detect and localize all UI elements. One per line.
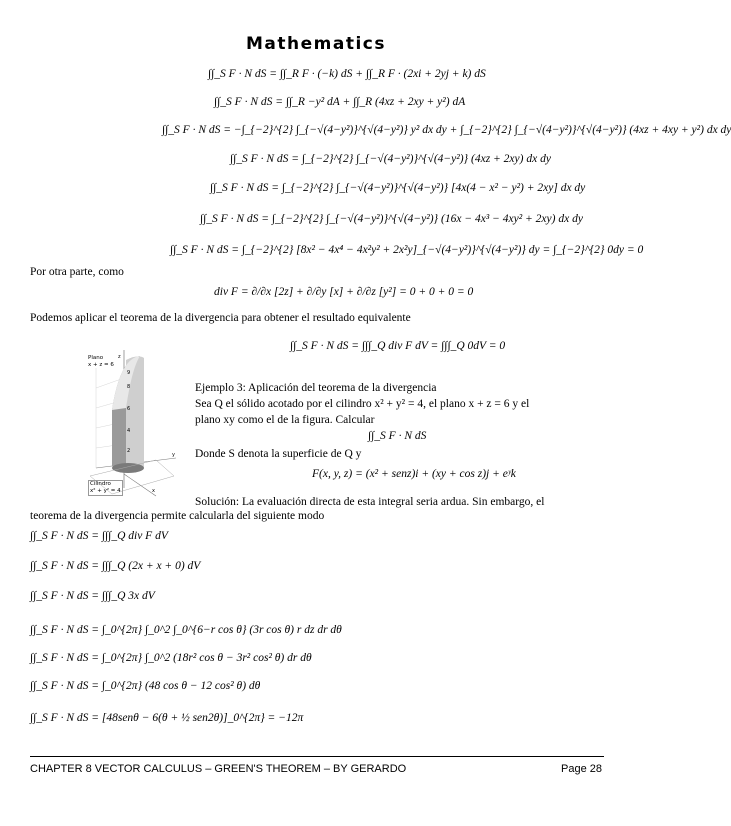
solucion-line-2: teorema de la divergencia permite calcularla del siguiente modo [30, 510, 325, 522]
text-podemos: Podemos aplicar el teorema de la divergencia para obtener el resultado equivalente [30, 312, 411, 324]
equation-b4: ∫∫_S F · N dS = ∫_0^{2π} ∫_0^2 ∫_0^{6−r cos θ} (3r cos θ) r dz dr dθ [30, 624, 342, 636]
z-tick-8: 8 [127, 384, 131, 390]
x-axis-label: x [152, 488, 155, 494]
donde-text: Donde S denota la superficie de Q y [195, 448, 362, 460]
equation-b1: ∫∫_S F · N dS = ∫∫∫_Q div F dV [30, 530, 168, 542]
equation-b6: ∫∫_S F · N dS = ∫_0^{2π} (48 cos θ − 12 cos² θ) dθ [30, 680, 261, 692]
equation-5: ∫∫_S F · N dS = ∫_{−2}^{2} ∫_{−√(4−y²)}^{√(4−y²)} [4x(4 − x² − y²) + 2xy] dx dy [210, 182, 586, 194]
solucion-line-1: Solución: La evaluación directa de esta integral seria ardua. Sin embargo, el [195, 496, 545, 508]
equation-div: div F = ∂/∂x [2z] + ∂/∂y [x] + ∂/∂z [y²] = 0 + 0 + 0 = 0 [214, 286, 474, 298]
ejemplo-line-2: plano xy como el de la figura. Calcular [195, 414, 375, 426]
equation-4: ∫∫_S F · N dS = ∫_{−2}^{2} ∫_{−√(4−y²)}^{√(4−y²)} (4xz + 2xy) dx dy [230, 153, 551, 165]
z-tick-6: 6 [127, 406, 131, 412]
text-por-otra-parte: Por otra parte, como [30, 266, 124, 278]
footer-rule [30, 756, 604, 757]
footer-page-number: Page 28 [561, 763, 602, 775]
equation-6: ∫∫_S F · N dS = ∫_{−2}^{2} ∫_{−√(4−y²)}^{√(4−y²)} (16x − 4x³ − 4xy² + 2xy) dx dy [200, 213, 583, 225]
z-tick-2: 2 [127, 448, 131, 454]
header-logo: Mathematics [246, 34, 386, 54]
equation-7: ∫∫_S F · N dS = ∫_{−2}^{2} [8x² − 4x⁴ − 4x²y² + 2x²y]_{−√(4−y²)}^{√(4−y²)} dy = ∫_{−2}^{2} 0dy = 0 [170, 244, 644, 256]
cylinder-figure [86, 348, 180, 500]
equation-b5: ∫∫_S F · N dS = ∫_0^{2π} ∫_0^2 (18r² cos θ − 3r² cos² θ) dr dθ [30, 652, 312, 664]
equation-b2: ∫∫_S F · N dS = ∫∫∫_Q (2x + x + 0) dV [30, 560, 201, 572]
equation-b7: ∫∫_S F · N dS = [48senθ − 6(θ + ½ sen2θ)]_0^{2π} = −12π [30, 712, 304, 724]
footer-title: CHAPTER 8 VECTOR CALCULUS – GREEN'S THEOREM – BY GERARDO [30, 763, 407, 775]
equation-3: ∫∫_S F · N dS = −∫_{−2}^{2} ∫_{−√(4−y²)}^{√(4−y²)} y² dx dy + ∫_{−2}^{2} ∫_{−√(4−y²)}^{√(4−y²)} (4xz + 4xy + y²) dx dy [162, 124, 731, 136]
cylinder-plot-svg [86, 348, 180, 500]
ejemplo-line-1: Sea Q el sólido acotado por el cilindro x² + y² = 4, el plano x + z = 6 y el [195, 398, 530, 410]
plane-label: Plano [88, 355, 104, 361]
y-axis-label: y [172, 452, 175, 458]
plane-equation-label: x + z = 6 [88, 362, 114, 368]
cylinder-equation-label: x² + y² = 4 [90, 488, 121, 494]
cylinder-label: Cilindro [90, 481, 111, 487]
ejemplo-title: Ejemplo 3: Aplicación del teorema de la divergencia [195, 382, 437, 394]
equation-equivalent: ∫∫_S F · N dS = ∫∫∫_Q div F dV = ∫∫∫_Q 0dV = 0 [290, 340, 506, 352]
z-tick-9: 9 [127, 370, 131, 376]
z-axis-label: z [118, 354, 121, 360]
equation-b3: ∫∫_S F · N dS = ∫∫∫_Q 3x dV [30, 590, 155, 602]
field-equation: F(x, y, z) = (x² + senz)i + (xy + cos z)j + eʸk [312, 468, 516, 480]
z-tick-4: 4 [127, 428, 131, 434]
equation-2: ∫∫_S F · N dS = ∫∫_R −y² dA + ∫∫_R (4xz + 2xy + y²) dA [214, 96, 466, 108]
calc-equation: ∫∫_S F · N dS [368, 430, 427, 442]
equation-1: ∫∫_S F · N dS = ∫∫_R F · (−k) dS + ∫∫_R F · (2xi + 2yj + k) dS [208, 68, 486, 80]
